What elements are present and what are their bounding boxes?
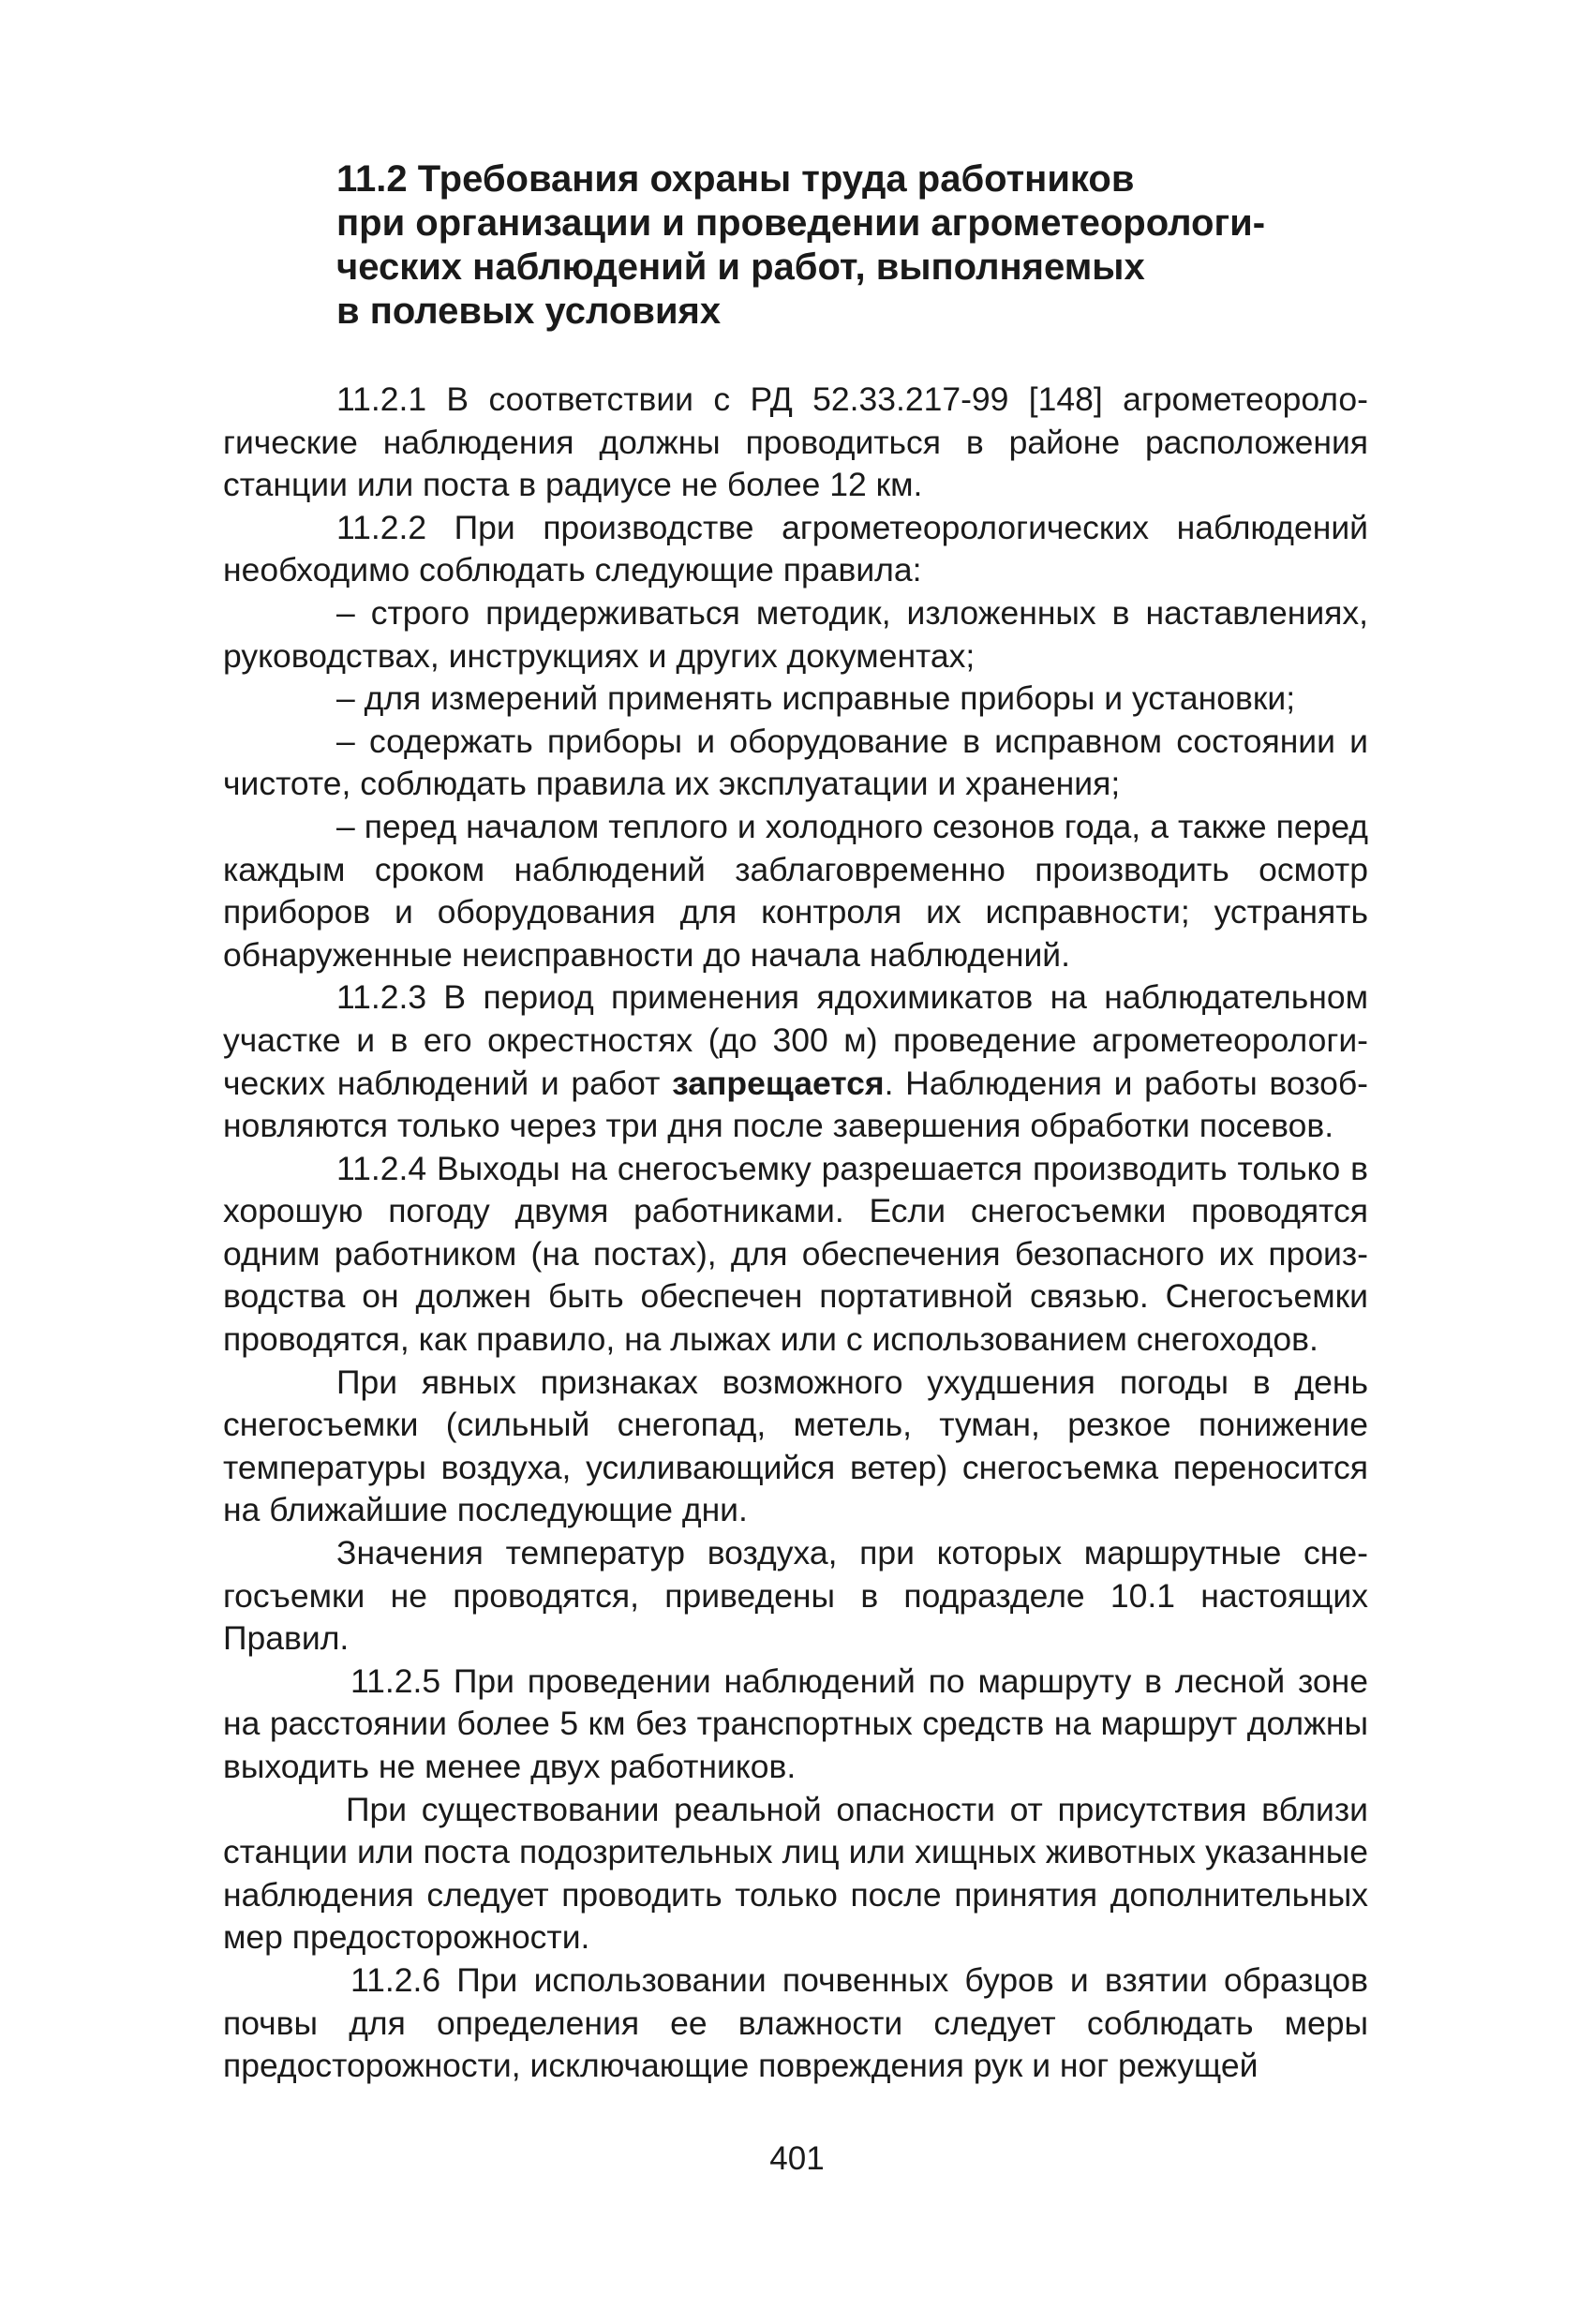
- paragraph-11-2-3-end: . Наблюдения и работы возобновляются только через три дня после завершения обработки посевов.: [223, 1064, 1368, 1145]
- section-title-line: при организации и проведении агрометеорологи-: [336, 202, 1266, 244]
- paragraph-11-2-6: 11.2.6 При использовании почвенных буров и взятии образцов почвы для определения ее влажности следует соблюдать меры предосторожности, исключающие повреждения рук и ног режущей: [223, 1960, 1368, 2085]
- document-page: [223, 157, 1368, 2088]
- prohibited-emphasis: запрещается: [672, 1064, 885, 1102]
- section-title: [336, 157, 1368, 334]
- page-number: 401: [769, 2140, 825, 2177]
- paragraph-11-2-3: [223, 976, 1368, 1147]
- paragraph-11-2-3-start: 11.2.3 В период применения ядохимикатов на наблюдательном участке и в его окрестностях (до 300 м) проведение агрометеорологических наблюдений и работ: [223, 978, 1368, 1102]
- paragraph-danger: При существовании реальной опасности от присутствия вблизи станции или поста подозрительных лиц или хищных животных указанные наблюдения следует проводить только после принятия дополнительных мер предосторожности.: [223, 1790, 1368, 1957]
- list-item-rule-1: – строго придерживаться методик, изложенных в наставлениях, руководствах, инструкциях и других документах;: [223, 593, 1368, 675]
- section-title-line: ческих наблюдений и работ, выполняемых: [336, 246, 1145, 288]
- paragraph-air-temperatures: Значения температур воздуха, при которых маршрутные снегосъемки не проводятся, приведены в подразделе 10.1 настоящих Правил.: [223, 1534, 1368, 1658]
- list-item-rule-3: – содержать приборы и оборудование в исправном состоянии и чистоте, соблюдать правила их эксплуатации и хранения;: [223, 722, 1368, 803]
- paragraph-11-2-2: 11.2.2 При производстве агрометеорологических наблюдений необходимо соблюдать следующие правила:: [223, 508, 1368, 589]
- section-title-line: в полевых условиях: [336, 290, 722, 332]
- paragraph-11-2-5: 11.2.5 При проведении наблюдений по маршруту в лесной зоне на расстоянии более 5 км без транспортных средств на маршрут должны выходить не менее двух работников.: [223, 1661, 1368, 1785]
- section-title-line: 11.2 Требования охраны труда работников: [336, 158, 1135, 200]
- paragraph-11-2-4: 11.2.4 Выходы на снегосъемку разрешается производить только в хорошую погоду двумя работниками. Если снегосъемки проводятся одним работником (на постах), для обеспечения безопасного их производства он должен быть обеспечен портативной связью. Снегосъемки проводятся, как правило, на лыжах или с использованием снегоходов.: [223, 1149, 1368, 1359]
- paragraph-11-2-1: 11.2.1 В соответствии с РД 52.33.217-99 [148] агрометеорологические наблюдения должны проводиться в районе расположения станции или поста в радиусе не более 12 км.: [223, 380, 1368, 504]
- list-item-rule-2: – для измерений применять исправные приборы и установки;: [336, 679, 1296, 718]
- list-item-rule-4: – перед началом теплого и холодного сезонов года, а также перед каждым сроком наблюдений заблаговременно производить осмотр приборов и оборудования для контроля их исправности; устранять обнаруженные неисправности до начала наблюдений.: [223, 807, 1368, 974]
- paragraph-weather-signs: При явных признаках возможного ухудшения погоды в день снегосъемки (сильный снегопад, метель, туман, резкое понижение температуры воздуха, усиливающийся ветер) снегосъемка переносится на ближайшие последующие дни.: [223, 1363, 1368, 1529]
